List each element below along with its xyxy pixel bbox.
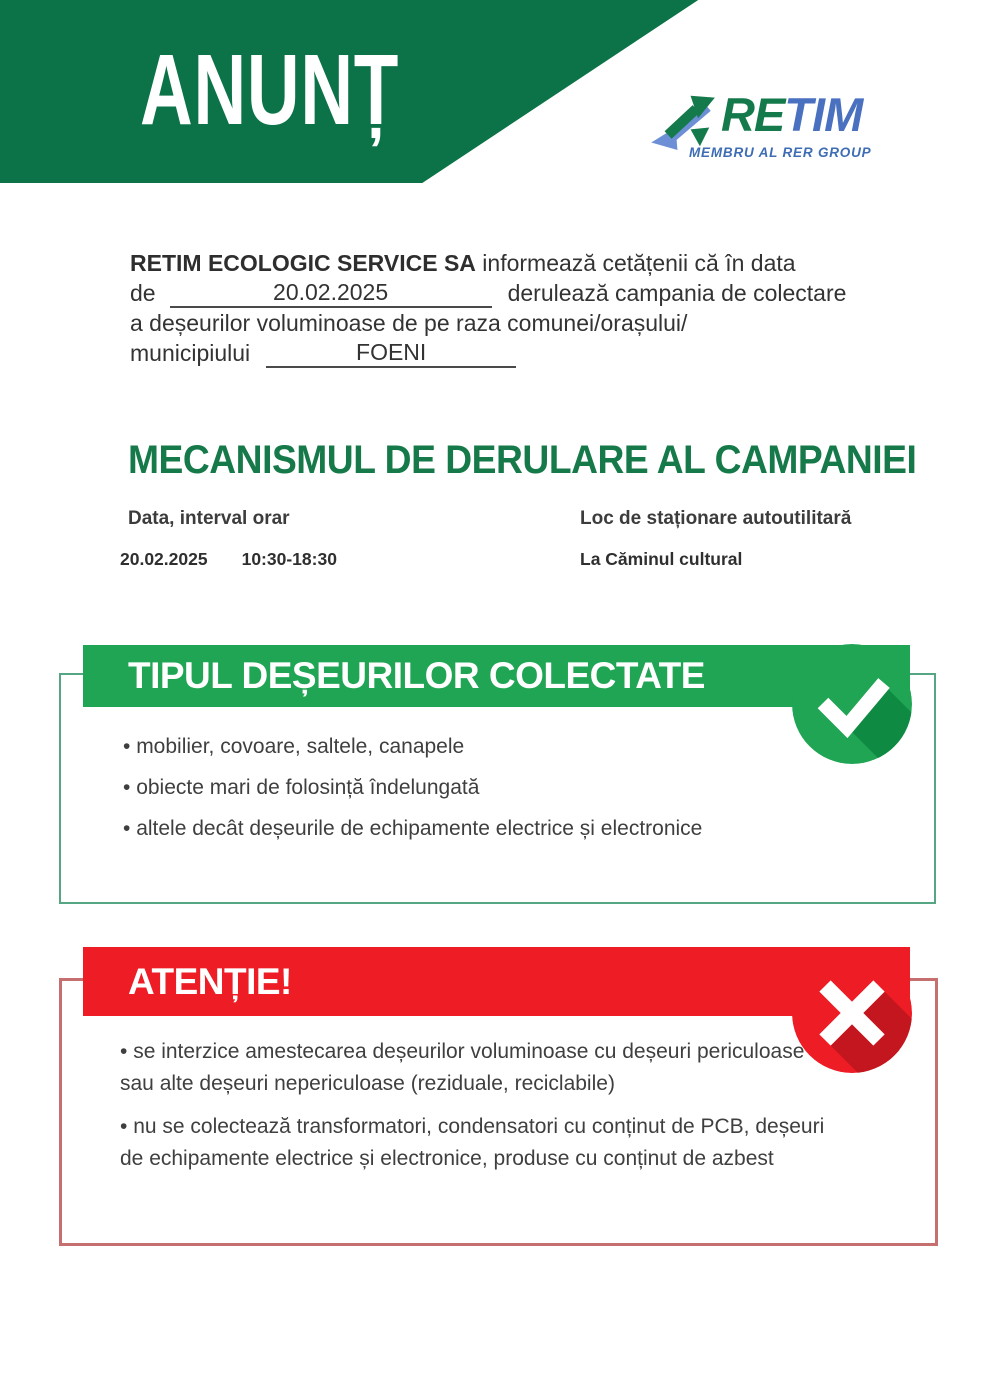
attention-items-list <box>120 1036 826 1186</box>
checkmark-icon <box>792 643 912 765</box>
intro-line-4: municipiului FOENI <box>130 338 920 368</box>
recycle-arrows-icon <box>645 92 723 150</box>
list-item: • altele decât deșeurile de echipamente electrice și electronice <box>123 818 702 839</box>
logo-wordmark <box>721 88 862 142</box>
intro-paragraph <box>130 248 920 368</box>
date-blank-field: 20.02.2025 <box>170 279 492 308</box>
intro-line-1: RETIM ECOLOGIC SERVICE SA informează cetățenii că în data <box>130 250 796 276</box>
locality-blank-field: FOENI <box>266 339 516 368</box>
logo-text-re: RE <box>721 88 785 141</box>
list-item: • mobilier, covoare, saltele, canapele <box>123 736 702 757</box>
collected-section-header <box>83 645 910 707</box>
intro-line-2: de 20.02.2025 derulează campania de colectare <box>130 279 847 306</box>
date-interval-value <box>120 549 337 570</box>
company-name: RETIM ECOLOGIC SERVICE SA <box>130 250 476 276</box>
list-item: • obiecte mari de folosință îndelungată <box>123 777 702 798</box>
attention-section-header <box>83 947 910 1016</box>
location-label: Loc de staționare autoutilitară <box>580 508 852 529</box>
logo-text-tim: TIM <box>784 88 863 141</box>
list-item: • se interzice amestecarea deșeurilor voluminoase cu deșeuri periculoase sau alte deșeuri nepericuloase (reziduale, reciclabile) <box>120 1036 826 1100</box>
location-value: La Căminul cultural <box>580 549 743 569</box>
logo-subtitle: MEMBRU AL RER GROUP <box>689 145 872 160</box>
list-item: • nu se colectează transformatori, condensatori cu conținut de PCB, deșeuri de echipamente electrice și electronice, produse cu conținut de azbest <box>120 1111 826 1175</box>
campaign-date: 20.02.2025 <box>120 549 208 569</box>
campaign-interval: 10:30-18:30 <box>241 549 337 569</box>
intro-line-3: a deșeurilor voluminoase de pe raza comunei/orașului/ <box>130 310 688 336</box>
collected-items-list <box>123 736 702 859</box>
date-interval-label: Data, interval orar <box>128 508 290 529</box>
collected-section-title: TIPUL DEȘEURILOR COLECTATE <box>128 655 705 696</box>
mechanism-heading: MECANISMUL DE DERULARE AL CAMPANIEI <box>128 438 917 482</box>
attention-section-title: ATENȚIE! <box>128 960 292 1002</box>
retim-logo <box>645 88 895 168</box>
page-title: ANUNȚ <box>140 34 400 146</box>
